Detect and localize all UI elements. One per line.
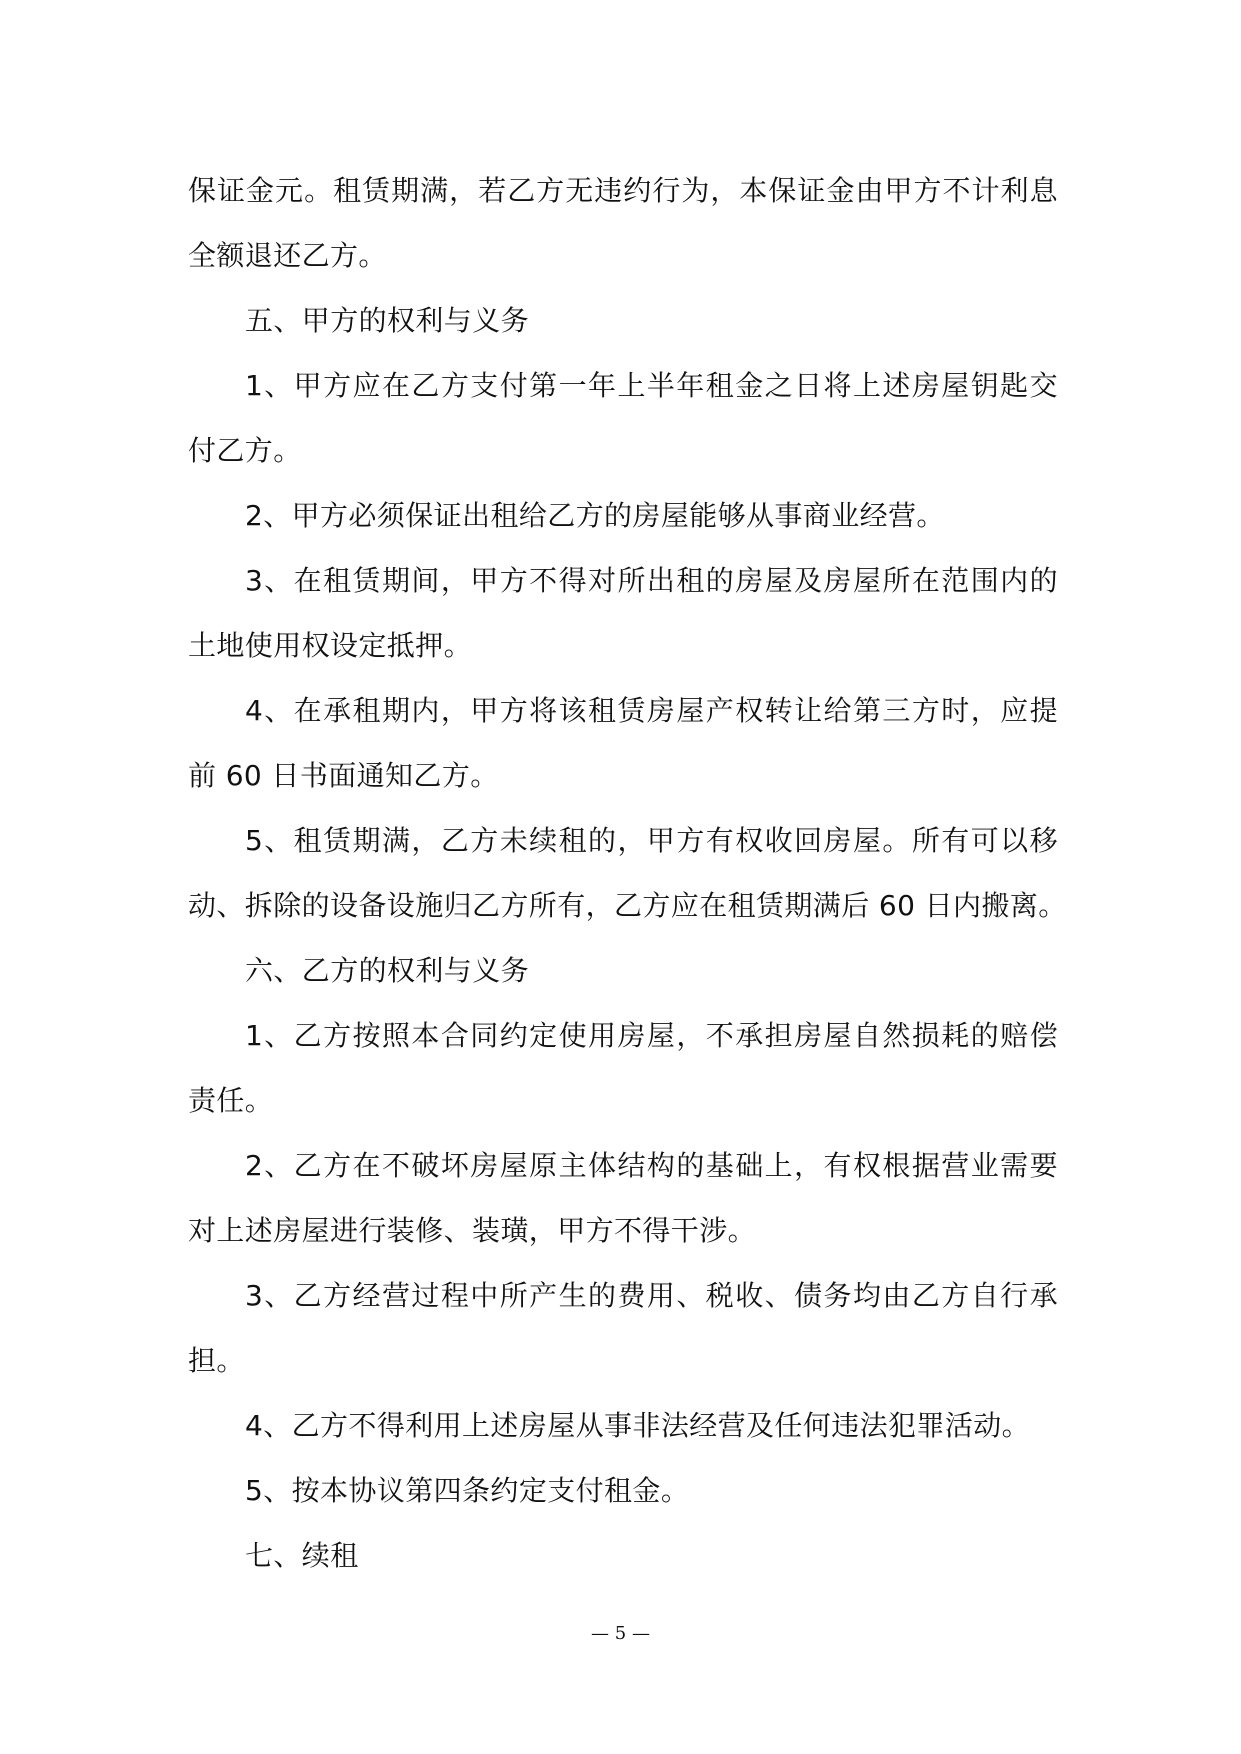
text-line-2: 全额退还乙方。 <box>188 239 387 272</box>
clause-5-5-line-2: 动、拆除的设备设施归乙方所有，乙方应在租赁期满后 60 日内搬离。 <box>188 889 1067 922</box>
clause-6-4: 4、乙方不得利用上述房屋从事非法经营及任何违法犯罪活动。 <box>245 1409 1031 1442</box>
clause-5-4-line-2: 前 60 日书面通知乙方。 <box>188 759 499 792</box>
clause-5-1-line-1: 1、甲方应在乙方支付第一年上半年租金之日将上述房屋钥匙交 <box>245 369 1058 402</box>
section-heading-5: 五、甲方的权利与义务 <box>245 304 530 337</box>
page-number: — 5 — <box>591 1623 650 1644</box>
clause-6-3-line-1: 3、乙方经营过程中所产生的费用、税收、债务均由乙方自行承 <box>245 1279 1058 1312</box>
clause-6-3-line-2: 担。 <box>188 1344 245 1377</box>
clause-5-3-line-2: 土地使用权设定抵押。 <box>188 629 473 662</box>
clause-6-2-line-1: 2、乙方在不破坏房屋原主体结构的基础上，有权根据营业需要 <box>245 1149 1058 1182</box>
clause-5-3-line-1: 3、在租赁期间，甲方不得对所出租的房屋及房屋所在范围内的 <box>245 564 1058 597</box>
section-heading-7: 七、续租 <box>245 1539 359 1572</box>
clause-6-5: 5、按本协议第四条约定支付租金。 <box>245 1474 690 1507</box>
clause-5-4-line-1: 4、在承租期内，甲方将该租赁房屋产权转让给第三方时，应提 <box>245 694 1058 727</box>
section-heading-6: 六、乙方的权利与义务 <box>245 954 530 987</box>
text-line-1: 保证金元。租赁期满，若乙方无违约行为，本保证金由甲方不计利息 <box>188 174 1058 207</box>
clause-6-1-line-1: 1、乙方按照本合同约定使用房屋，不承担房屋自然损耗的赔偿 <box>245 1019 1058 1052</box>
clause-5-1-line-2: 付乙方。 <box>188 434 302 467</box>
clause-5-2: 2、甲方必须保证出租给乙方的房屋能够从事商业经营。 <box>245 499 945 532</box>
document-body <box>188 158 1067 1588</box>
clause-5-5-line-1: 5、租赁期满，乙方未续租的，甲方有权收回房屋。所有可以移 <box>245 824 1058 857</box>
clause-6-1-line-2: 责任。 <box>188 1084 274 1117</box>
clause-6-2-line-2: 对上述房屋进行装修、装璜，甲方不得干涉。 <box>188 1214 757 1247</box>
